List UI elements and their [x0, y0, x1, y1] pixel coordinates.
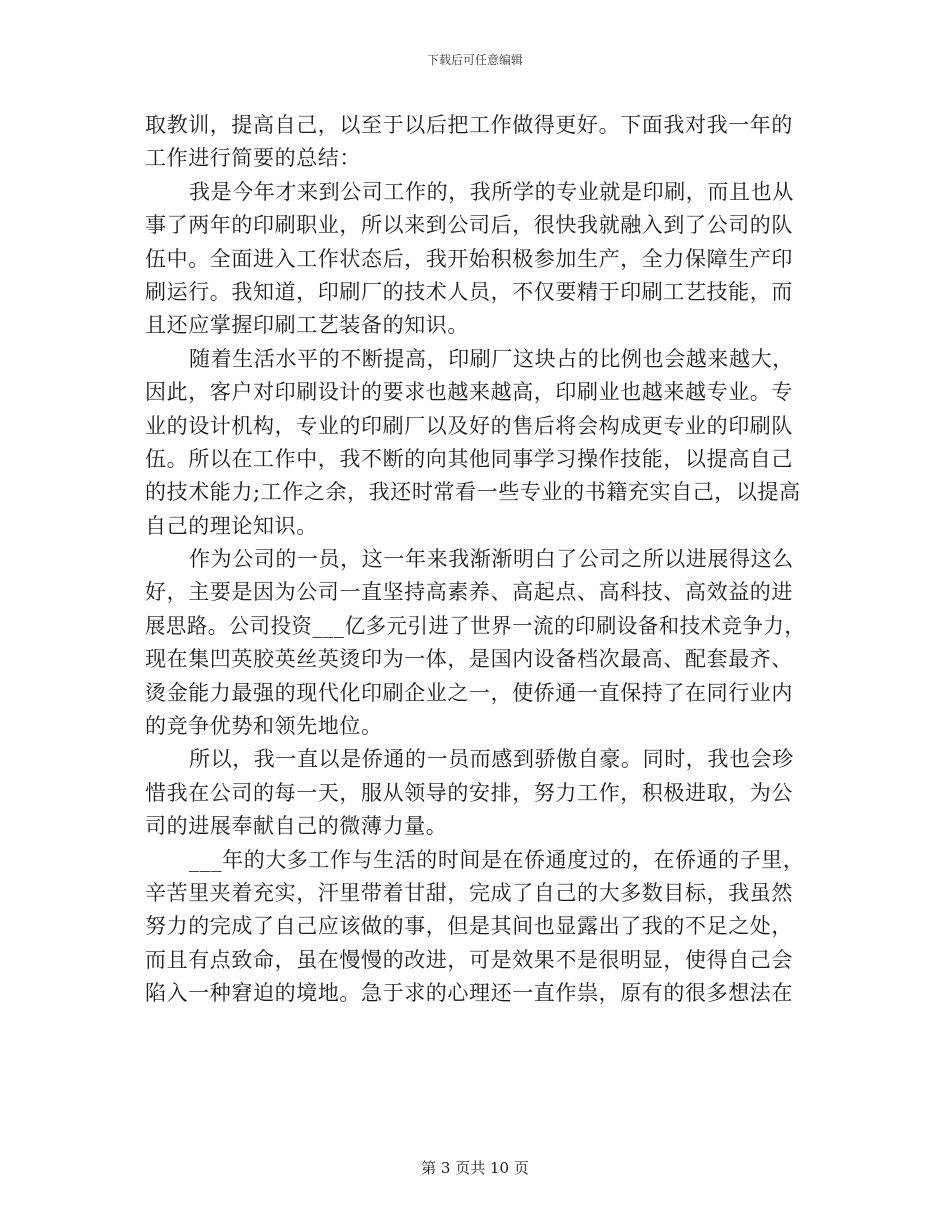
page-footer: 第 3 页共 10 页: [421, 1159, 529, 1177]
text-line: 事了两年的印刷职业，所以来到公司后，很快我就融入到了公司的队: [145, 213, 793, 238]
text-line: 工作进行简要的总结：: [145, 146, 361, 171]
text-line: 的技术能力;工作之余，我还时常看一些专业的书籍充实自己，以提高: [145, 480, 801, 505]
text-line: 现在集凹英胶英丝英烫印为一体，是国内设备档次最高、配套最齐、: [145, 647, 793, 672]
text-line: 且还应掌握印刷工艺装备的知识。: [145, 313, 469, 338]
text-line: 展思路。公司投资___亿多元引进了世界一流的印刷设备和技术竞争力，: [145, 613, 806, 638]
text-line: 伍中。全面进入工作状态后，我开始积极参加生产，全力保障生产印: [145, 246, 793, 271]
text-line: 辛苦里夹着充实，汗里带着甘甜，完成了自己的大多数目标，我虽然: [145, 880, 793, 905]
text-line: 作为公司的一员，这一年来我渐渐明白了公司之所以进展得这么: [189, 547, 794, 572]
page-header: 下载后可任意编辑: [426, 53, 523, 67]
text-line: 我是今年才来到公司工作的，我所学的专业就是印刷，而且也从: [189, 179, 794, 204]
text-line: 因此，客户对印刷设计的要求也越来越高，印刷业也越来越专业。专: [145, 380, 793, 405]
text-line: ___年的大多工作与生活的时间是在侨通度过的，在侨通的子里，: [188, 847, 805, 872]
text-line: 业的设计机构，专业的印刷厂以及好的售后将会构成更专业的印刷队: [145, 413, 793, 438]
text-line: 的竞争优势和领先地位。: [145, 714, 383, 739]
body-text: [145, 109, 825, 1011]
text-line: 伍。所以在工作中，我不断的向其他同事学习操作技能，以提高自己: [145, 446, 793, 471]
text-line: 随着生活水平的不断提高，印刷厂这块占的比例也会越来越大，: [189, 346, 794, 371]
text-line: 惜我在公司的每一天，服从领导的安排，努力工作，积极进取，为公: [145, 780, 793, 805]
text-line: 陷入一种窘迫的境地。急于求的心理还一直作祟，原有的很多想法在: [145, 981, 793, 1006]
text-line: 烫金能力最强的现代化印刷企业之一，使侨通一直保持了在同行业内: [145, 680, 793, 705]
text-line: 自己的理论知识。: [145, 513, 318, 538]
text-line: 取教训，提高自己，以至于以后把工作做得更好。下面我对我一年的: [145, 113, 793, 137]
text-line: 司的进展奉献自己的微薄力量。: [145, 814, 448, 839]
text-line: 而且有点致命，虽在慢慢的改进，可是效果不是很明显，使得自己会: [145, 947, 793, 972]
text-line: 努力的完成了自己应该做的事，但是其间也显露出了我的不足之处，: [145, 914, 793, 939]
text-line: 好，主要是因为公司一直坚持高素养、高起点、高科技、高效益的进: [145, 580, 793, 605]
text-line: 所以，我一直以是侨通的一员而感到骄傲自豪。同时，我也会珍: [189, 747, 794, 772]
text-line: 刷运行。我知道，印刷厂的技术人员，不仅要精于印刷工艺技能，而: [145, 279, 793, 304]
